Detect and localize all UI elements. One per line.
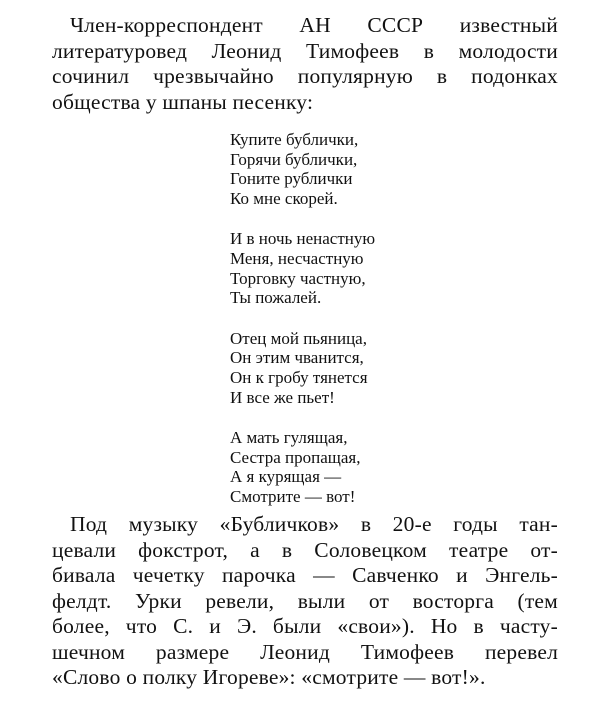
- intro-line: сочинил чрезвычайно популярную в подонках: [52, 64, 558, 88]
- poem-verse: А мать гулящая,: [230, 428, 348, 448]
- poem-verse: Горячи бублички,: [230, 149, 358, 169]
- outro-paragraph: [52, 512, 558, 691]
- poem-verse: Меня, несчастную: [230, 248, 364, 268]
- outro-line: «Слово о полку Игореве»: «смотрите — вот!».: [52, 665, 486, 689]
- outro-line: бивала чечетку парочка — Савченко и Энгель-: [52, 563, 558, 587]
- poem-verse: И все же пьет!: [230, 387, 335, 407]
- intro-line: Член-корреспондент АН СССР известный: [70, 13, 558, 37]
- outro-line: фелдт. Урки ревели, выли от восторга (тем: [52, 588, 558, 613]
- poem-stanza: [230, 229, 470, 307]
- poem-verse: Он к гробу тянется: [230, 367, 368, 387]
- poem-verse: Он этим чванится,: [230, 348, 364, 368]
- poem-verse: Ты пожалей.: [230, 288, 322, 308]
- poem-verse: Сестра пропащая,: [230, 447, 361, 467]
- poem-verse: А я курящая —: [230, 467, 342, 487]
- poem-stanza: [230, 428, 470, 506]
- outro-line: Под музыку «Бубличков» в 20-е годы тан-: [70, 512, 558, 536]
- intro-line: литературовед Леонид Тимофеев в молодости: [52, 38, 558, 63]
- poem-verse: Ко мне скорей.: [230, 188, 338, 208]
- outro-line: шечном размере Леонид Тимофеев перевел: [52, 639, 558, 664]
- poem-verse: Гоните рублички: [230, 169, 353, 189]
- intro-line: общества у шпаны песенку:: [52, 89, 314, 114]
- poem-verse: Купите бублички,: [230, 130, 359, 149]
- intro-paragraph: [52, 13, 558, 115]
- poem-verse: Отец мой пьяница,: [230, 328, 367, 348]
- song-poem: [230, 130, 470, 528]
- poem-stanza: [230, 329, 470, 407]
- poem-stanza: [230, 130, 470, 208]
- outro-line: цевали фокстрот, а в Соловецком театре от-: [52, 537, 558, 562]
- poem-verse: И в ночь ненастную: [230, 229, 376, 249]
- poem-verse: Торговку частную,: [230, 268, 366, 288]
- poem-verse: Смотрите — вот!: [230, 486, 356, 506]
- outro-line: более, что С. и Э. были «свои»). Но в часту-: [52, 614, 558, 638]
